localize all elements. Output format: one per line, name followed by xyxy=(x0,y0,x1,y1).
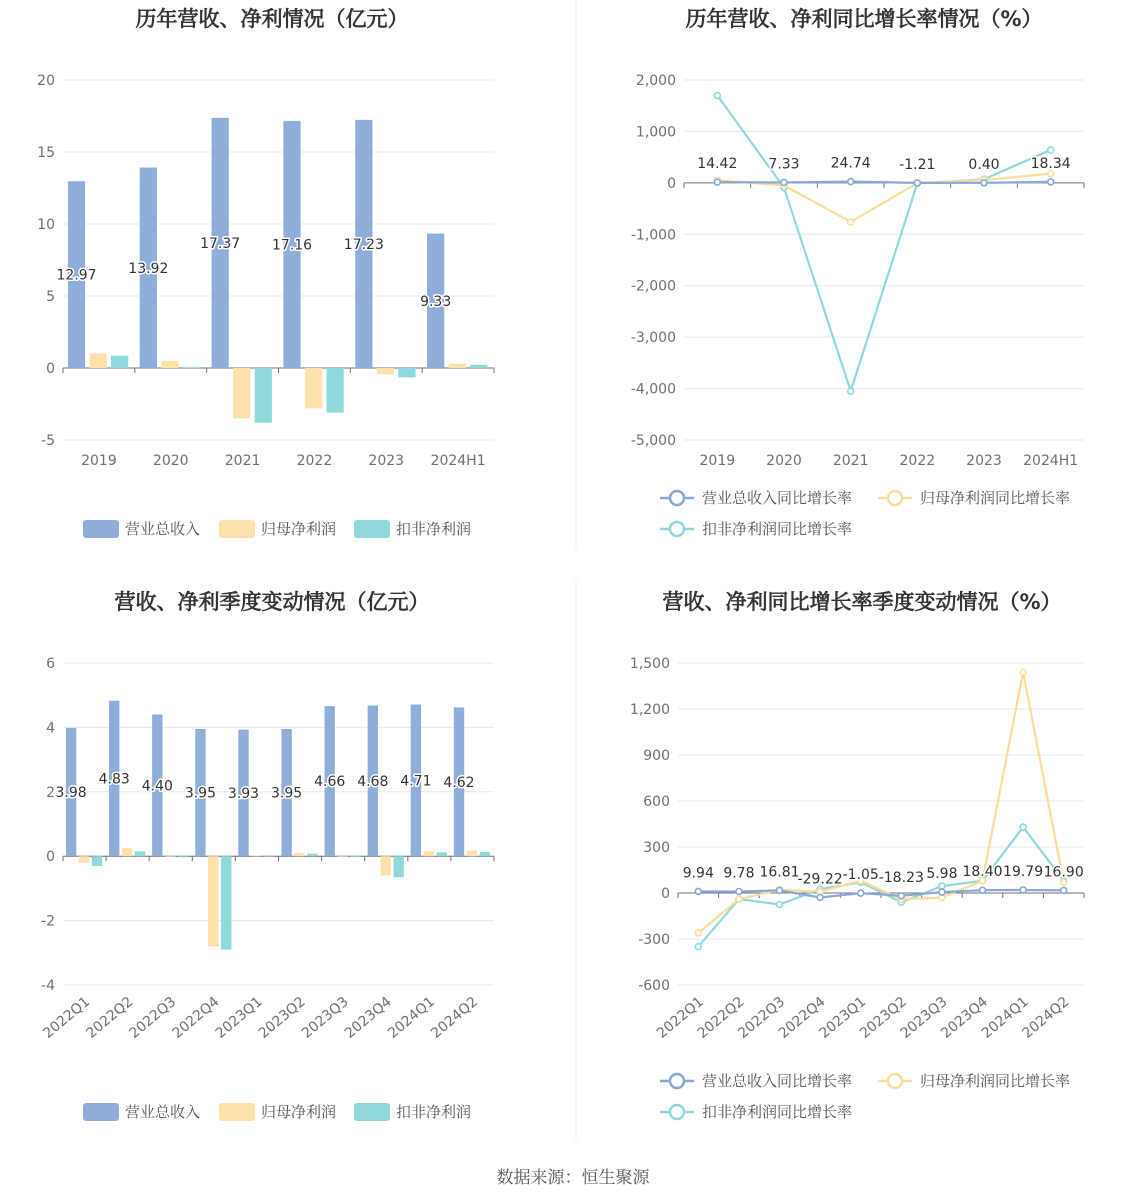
y-tick-label: 1,200 xyxy=(629,702,670,718)
annual-amount-chart xyxy=(37,7,494,538)
line-data-label: 7.33 xyxy=(768,156,800,173)
y-tick-label: 20 xyxy=(37,73,55,89)
line-data-label: -18.23 xyxy=(878,869,924,886)
legend-marker-0 xyxy=(670,491,684,505)
bar-1 xyxy=(122,848,132,856)
y-tick-label: 300 xyxy=(643,840,670,856)
bar-2 xyxy=(221,856,231,949)
chart-title: 营收、净利季度变动情况（亿元） xyxy=(114,590,430,614)
legend-label: 扣非净利润同比增长率 xyxy=(702,1103,853,1121)
series-line-1 xyxy=(717,174,1050,222)
bar-1 xyxy=(233,368,250,418)
series-point-0 xyxy=(980,887,986,893)
bar-2 xyxy=(255,368,272,423)
bar-data-label: 17.23 xyxy=(343,236,384,253)
x-tick-label: 2022Q4 xyxy=(169,993,223,1042)
x-tick-label: 2019 xyxy=(699,453,736,469)
line-data-label: 18.34 xyxy=(1030,155,1071,172)
legend-marker-2 xyxy=(670,522,684,536)
bar-2 xyxy=(437,852,447,856)
y-tick-label: 900 xyxy=(643,748,670,764)
series-point-2 xyxy=(1020,824,1026,830)
legend-label: 扣非净利润 xyxy=(396,1103,472,1121)
bar-2 xyxy=(470,365,487,368)
series-point-2 xyxy=(848,388,854,394)
series-point-1 xyxy=(736,896,742,902)
y-tick-label: -300 xyxy=(638,932,670,948)
bar-data-label: 4.83 xyxy=(98,771,130,788)
chart-title: 历年营收、净利情况（亿元） xyxy=(135,7,409,31)
x-tick-label: 2022 xyxy=(296,453,333,469)
series-point-0 xyxy=(781,179,787,185)
y-tick-label: 0 xyxy=(661,886,670,902)
bar-2 xyxy=(135,851,145,856)
x-tick-label: 2023Q1 xyxy=(212,993,266,1042)
legend-label: 营业总收入 xyxy=(125,520,201,538)
line-data-label: 5.98 xyxy=(926,866,958,883)
line-data-label: -1.05 xyxy=(842,867,879,884)
bar-1 xyxy=(165,856,175,857)
series-point-1 xyxy=(695,930,701,936)
series-point-0 xyxy=(817,894,823,900)
y-tick-label: -1,000 xyxy=(630,227,676,244)
x-tick-label: 2023Q2 xyxy=(255,993,309,1042)
y-tick-label: 10 xyxy=(37,217,55,233)
legend-label: 归母净利润同比增长率 xyxy=(920,1072,1071,1090)
series-line-0 xyxy=(717,182,1050,183)
x-tick-label: 2024Q2 xyxy=(428,993,482,1042)
series-line-2 xyxy=(717,95,1050,391)
legend-label: 扣非净利润同比增长率 xyxy=(702,520,853,538)
bar-1 xyxy=(294,853,304,856)
bar-1 xyxy=(424,851,434,856)
x-tick-label: 2024H1 xyxy=(1023,453,1079,469)
series-point-1 xyxy=(817,888,823,894)
series-point-0 xyxy=(939,889,945,895)
y-tick-label: -2,000 xyxy=(630,278,676,295)
line-data-label: 24.74 xyxy=(830,155,871,172)
bar-2 xyxy=(307,854,317,857)
line-data-label: 19.79 xyxy=(1003,863,1044,880)
bar-2 xyxy=(183,367,200,368)
series-point-0 xyxy=(1048,179,1054,185)
line-data-label: 9.78 xyxy=(723,865,755,882)
series-point-1 xyxy=(1020,669,1026,675)
bar-data-label: 4.40 xyxy=(141,778,173,795)
series-point-0 xyxy=(1020,887,1026,893)
bar-2 xyxy=(264,856,274,857)
legend-swatch-0 xyxy=(83,1103,119,1121)
y-tick-label: 2,000 xyxy=(635,73,676,89)
bar-2 xyxy=(111,356,128,368)
x-tick-label: 2023Q3 xyxy=(298,993,352,1042)
y-tick-label: -4 xyxy=(41,978,55,994)
x-tick-label: 2023Q4 xyxy=(341,993,395,1042)
bar-data-label: 4.68 xyxy=(357,773,389,790)
x-tick-label: 2024Q2 xyxy=(1019,993,1073,1042)
series-point-2 xyxy=(777,902,783,908)
series-point-0 xyxy=(777,887,783,893)
bar-2 xyxy=(350,856,360,857)
bar-1 xyxy=(467,851,477,856)
bar-data-label: 4.71 xyxy=(400,773,432,790)
bar-data-label: 3.93 xyxy=(227,785,260,802)
bar-1 xyxy=(305,368,322,408)
x-tick-label: 2023Q2 xyxy=(857,993,910,1042)
x-tick-label: 2022Q3 xyxy=(126,993,180,1042)
legend-marker-0 xyxy=(670,1074,684,1088)
bar-1 xyxy=(79,856,89,862)
series-line-2 xyxy=(698,827,1063,947)
legend-label: 归母净利润同比增长率 xyxy=(920,489,1071,507)
y-tick-label: 1,500 xyxy=(629,656,670,672)
y-tick-label: 4 xyxy=(46,720,55,737)
bar-2 xyxy=(398,368,415,377)
quarterly-growth-chart xyxy=(630,590,1084,1121)
y-tick-label: 1,000 xyxy=(635,124,676,141)
series-point-0 xyxy=(1061,887,1067,893)
legend-marker-2 xyxy=(670,1105,684,1119)
bar-data-label: 3.95 xyxy=(184,785,216,802)
x-tick-label: 2024H1 xyxy=(430,453,486,469)
x-tick-label: 2019 xyxy=(81,453,117,469)
y-tick-label: -5 xyxy=(41,433,55,449)
line-data-label: 18.40 xyxy=(962,864,1003,881)
series-point-0 xyxy=(848,179,854,185)
x-tick-label: 2023Q3 xyxy=(897,993,951,1042)
legend-label: 营业总收入同比增长率 xyxy=(702,489,853,507)
bar-2 xyxy=(326,368,343,413)
y-tick-label: 2 xyxy=(46,784,55,801)
y-tick-label: 0 xyxy=(46,849,55,866)
bar-data-label: 13.92 xyxy=(128,260,169,277)
bar-data-label: 9.33 xyxy=(420,293,452,310)
x-tick-label: 2022Q1 xyxy=(40,993,94,1042)
series-point-0 xyxy=(695,888,701,894)
line-data-label: 9.94 xyxy=(682,865,714,882)
bar-1 xyxy=(377,368,394,374)
x-tick-label: 2022Q4 xyxy=(775,993,829,1042)
x-tick-label: 2022 xyxy=(899,453,936,469)
bar-2 xyxy=(480,852,490,856)
series-point-0 xyxy=(914,180,920,186)
x-tick-label: 2020 xyxy=(766,453,802,469)
x-tick-label: 2021 xyxy=(832,453,869,469)
x-tick-label: 2024Q1 xyxy=(385,993,438,1042)
bar-1 xyxy=(208,856,218,946)
y-tick-label: 0 xyxy=(46,361,55,377)
x-tick-label: 2020 xyxy=(152,453,189,469)
legend-label: 归母净利润 xyxy=(261,520,337,538)
chart-title: 历年营收、净利同比增长率情况（%） xyxy=(685,7,1043,31)
line-data-label: 14.42 xyxy=(697,156,738,173)
legend-label: 营业总收入 xyxy=(125,1103,201,1121)
x-tick-label: 2023 xyxy=(966,453,1002,469)
bar-1 xyxy=(251,856,261,857)
x-tick-label: 2023Q4 xyxy=(938,993,992,1042)
legend-marker-1 xyxy=(888,491,902,505)
x-tick-label: 2021 xyxy=(224,453,261,469)
x-tick-label: 2022Q3 xyxy=(735,993,789,1042)
legend-label: 归母净利润 xyxy=(261,1103,337,1121)
y-tick-label: -3,000 xyxy=(630,330,676,347)
y-tick-label: 5 xyxy=(46,289,55,305)
chart-title: 营收、净利同比增长率季度变动情况（%） xyxy=(662,590,1062,614)
series-point-2 xyxy=(714,92,720,98)
x-tick-label: 2023 xyxy=(368,453,405,469)
y-tick-label: -4,000 xyxy=(630,381,676,398)
x-tick-label: 2022Q2 xyxy=(694,993,748,1042)
line-data-label: 0.40 xyxy=(968,156,1000,173)
bar-data-label: 17.16 xyxy=(271,237,313,254)
series-point-1 xyxy=(848,219,854,225)
series-point-0 xyxy=(981,180,987,186)
bar-1 xyxy=(381,856,391,875)
series-point-0 xyxy=(858,890,864,896)
x-tick-label: 2022Q1 xyxy=(654,993,707,1042)
y-tick-label: 6 xyxy=(46,656,55,672)
line-data-label: -1.21 xyxy=(899,156,936,173)
line-data-label: 16.81 xyxy=(759,864,800,881)
series-point-2 xyxy=(939,883,945,889)
data-source: 数据来源：恒生聚源 xyxy=(496,1168,650,1188)
quarterly-amount-chart xyxy=(40,590,494,1121)
series-point-0 xyxy=(898,893,904,899)
x-tick-label: 2022Q2 xyxy=(83,993,137,1042)
legend-marker-1 xyxy=(888,1074,902,1088)
y-tick-label: -600 xyxy=(638,978,670,994)
bar-1 xyxy=(89,354,106,368)
bar-data-label: 3.98 xyxy=(55,785,87,802)
series-point-2 xyxy=(1048,147,1054,153)
legend-swatch-1 xyxy=(219,1103,255,1121)
bar-data-label: 17.37 xyxy=(200,235,241,252)
bar-2 xyxy=(178,856,188,857)
y-tick-label: 600 xyxy=(643,794,670,810)
legend-swatch-2 xyxy=(354,520,390,538)
bar-data-label: 3.95 xyxy=(271,785,303,802)
line-data-label: -29.22 xyxy=(797,871,843,888)
y-tick-label: -2 xyxy=(41,913,55,930)
series-point-0 xyxy=(714,179,720,185)
x-tick-label: 2023Q1 xyxy=(816,993,870,1042)
legend-swatch-1 xyxy=(219,520,255,538)
bar-data-label: 4.66 xyxy=(314,774,346,791)
bar-1 xyxy=(449,364,466,368)
legend-swatch-0 xyxy=(83,520,119,538)
y-tick-label: 15 xyxy=(37,145,55,161)
annual-growth-chart xyxy=(631,7,1084,538)
series-point-2 xyxy=(695,944,701,950)
y-tick-label: -5,000 xyxy=(630,433,676,449)
bar-2 xyxy=(92,856,102,866)
bar-2 xyxy=(393,856,403,877)
legend-swatch-2 xyxy=(354,1103,390,1121)
bar-1 xyxy=(161,361,178,368)
x-tick-label: 2024Q1 xyxy=(978,993,1032,1042)
line-data-label: 16.90 xyxy=(1043,864,1084,881)
series-point-0 xyxy=(736,889,742,895)
bar-data-label: 4.62 xyxy=(443,774,475,791)
bar-data-label: 12.97 xyxy=(56,267,97,284)
y-tick-label: 0 xyxy=(667,175,676,192)
bar-1 xyxy=(337,856,347,857)
legend-label: 营业总收入同比增长率 xyxy=(702,1072,853,1090)
legend-label: 扣非净利润 xyxy=(396,520,472,538)
